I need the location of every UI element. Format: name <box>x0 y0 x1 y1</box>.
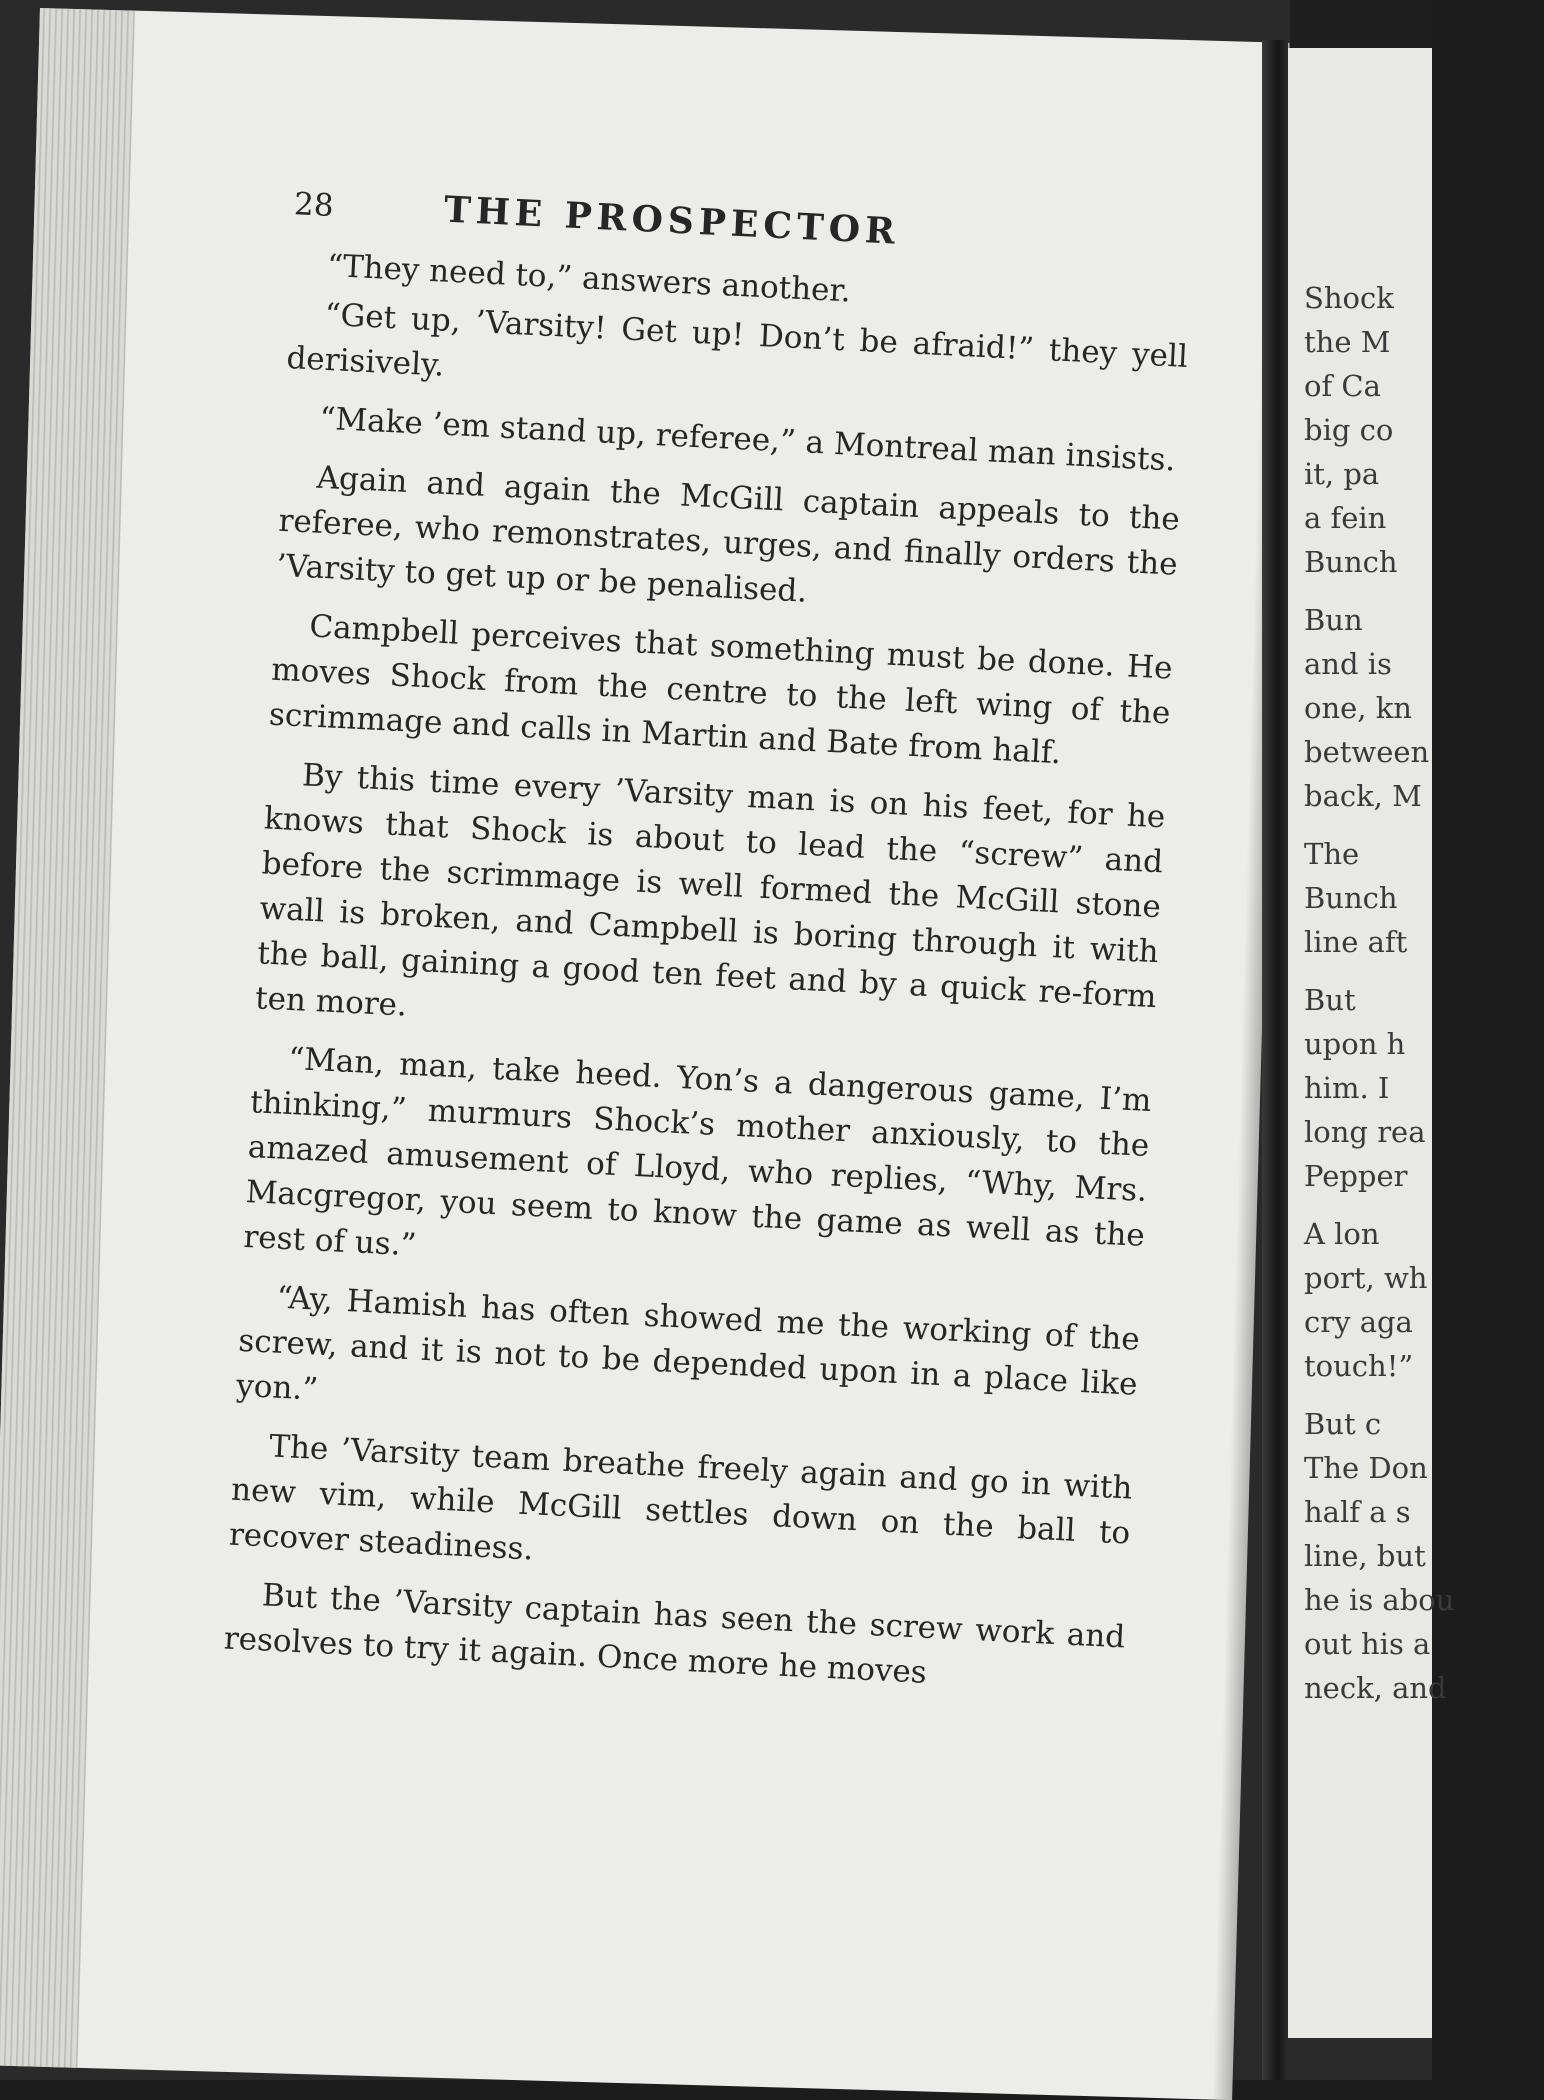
fragment-line: Bun <box>1304 603 1363 637</box>
page-number: 28 <box>293 186 335 225</box>
left-page-text <box>222 180 1194 1719</box>
fragment-line: But <box>1304 983 1356 1017</box>
fragment-line: him. I <box>1304 1071 1390 1105</box>
fragment-line: The <box>1304 837 1360 871</box>
fragment-line: out his a <box>1304 1627 1431 1661</box>
fragment-line: big co <box>1304 413 1394 447</box>
fragment-line: port, wh <box>1304 1261 1428 1295</box>
paragraph: “They need to,” answers another. <box>326 247 852 310</box>
fragment-line: line, but <box>1304 1539 1426 1573</box>
paragraph: “Get up, ’Varsity! Get up! Don’t be afraid!” they yell derisively. <box>285 296 1189 384</box>
fragment-line: cry aga <box>1304 1305 1413 1339</box>
fragment-line: Bunch <box>1304 881 1398 915</box>
fragment-line: The Don <box>1304 1451 1428 1485</box>
fragment-line: line aft <box>1304 925 1408 959</box>
fragment-line: back, M <box>1304 779 1422 813</box>
fragment-line: one, kn <box>1304 691 1412 725</box>
fragment-line: But c <box>1304 1407 1382 1441</box>
fragment-line: half a s <box>1304 1495 1411 1529</box>
paragraph: Campbell perceives that something must be done. He moves Shock from the centre to the left wing of the scrimmage and calls in Martin and Bate from half. <box>268 608 1174 772</box>
paragraph: By this time every ’Varsity man is on his feet, for he knows that Shock is about to lead the “screw” and before the scrimmage is well formed the McGill stone wall is broken, and Campbell is boring through it with the ball, gaining a good ten feet and by a quick re-form ten more. <box>254 757 1167 1024</box>
fragment-line: it, pa <box>1304 457 1380 491</box>
fragment-line: touch!” <box>1304 1349 1414 1383</box>
running-title: THE PROSPECTOR <box>443 188 901 253</box>
fragment-line: Shock <box>1304 281 1394 315</box>
fragment-line: A lon <box>1304 1217 1380 1251</box>
scan-background <box>1290 0 1432 48</box>
right-page <box>1288 48 1455 2038</box>
fragment-line: neck, and <box>1304 1671 1447 1705</box>
paragraph: But the ’Varsity captain has seen the screw work and resolves to try it again. Once more he moves <box>223 1577 1126 1691</box>
fragment-line: upon h <box>1304 1027 1406 1061</box>
paragraph: “Ay, Hamish has often showed me the working of the screw, and it is not to be depended upon in a place like yon.” <box>235 1279 1141 1408</box>
fragment-line: Pepper <box>1304 1159 1408 1193</box>
fragment-line: he is abou <box>1304 1583 1455 1617</box>
fragment-line: the M <box>1304 325 1391 359</box>
left-page <box>0 8 1290 2100</box>
fragment-line: between <box>1304 735 1430 769</box>
fragment-line: Bunch <box>1304 545 1398 579</box>
right-page-fragments <box>1304 276 1544 1710</box>
fragment-line: and is <box>1304 647 1392 681</box>
fragment-line: a fein <box>1304 501 1387 535</box>
paragraph: “Man, man, take heed. Yon’s a dangerous game, I’m thinking,” murmurs Shock’s mother anxiously, to the amazed amusement of Lloyd, who replies, “Why, Mrs. Macgregor, you seem to know the game as well as the rest of us.” <box>242 1040 1153 1264</box>
book-gutter <box>1262 40 1288 2080</box>
paragraph: The ’Varsity team breathe freely again and go in with new vim, while McGill settles down on the ball to recover steadiness. <box>228 1428 1134 1568</box>
fragment-line: long rea <box>1304 1115 1426 1149</box>
paragraph: Again and again the McGill captain appeals to the referee, who remonstrates, urges, and finally orders the ’Varsity to get up or be penalised. <box>275 459 1181 610</box>
paragraph: “Make ’em stand up, referee,” a Montreal man insists. <box>318 400 1177 479</box>
page-edges <box>0 8 135 2068</box>
fragment-line: of Ca <box>1304 369 1381 403</box>
